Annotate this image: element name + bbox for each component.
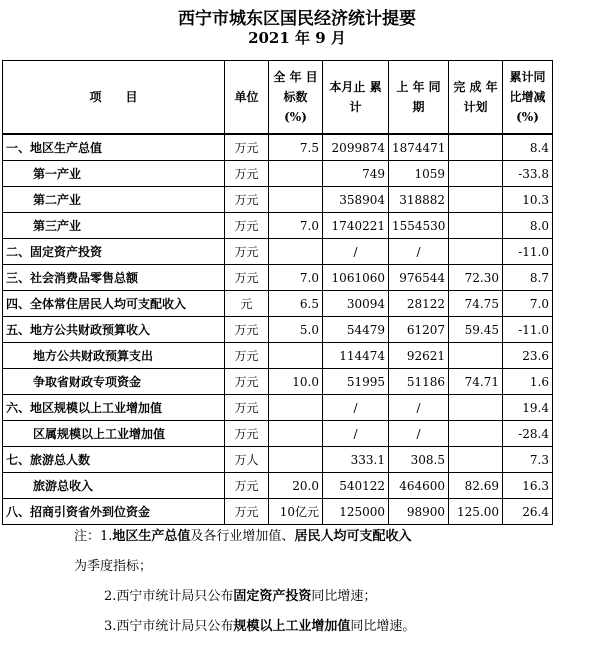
cell-target <box>269 447 323 473</box>
cell-growth: 23.6 <box>503 343 553 369</box>
cell-same-period: 98900 <box>389 499 449 525</box>
cell-target <box>269 161 323 187</box>
header-unit: 单位 <box>225 61 269 135</box>
note-1: 注：1.地区生产总值及各行业增加值、居民人均可支配收入 <box>74 529 412 544</box>
cell-cumulative: 51995 <box>323 369 389 395</box>
cell-target: 7.5 <box>269 134 323 161</box>
cell-cumulative: 358904 <box>323 187 389 213</box>
cell-target: 7.0 <box>269 265 323 291</box>
table-row <box>3 447 553 473</box>
cell-item: 一、地区生产总值 <box>3 134 225 161</box>
cell-growth: -28.4 <box>503 421 553 447</box>
cell-cumulative: 30094 <box>323 291 389 317</box>
cell-unit: 万元 <box>225 499 269 525</box>
cell-same-period: / <box>389 421 449 447</box>
cell-completion: 72.30 <box>449 265 503 291</box>
footnotes <box>74 522 574 642</box>
cell-item: 争取省财政专项资金 <box>3 369 225 395</box>
cell-item: 地方公共财政预算支出 <box>3 343 225 369</box>
table-row <box>3 343 553 369</box>
cell-target: 10亿元 <box>269 499 323 525</box>
cell-same-period: 976544 <box>389 265 449 291</box>
cell-cumulative: 125000 <box>323 499 389 525</box>
cell-target <box>269 343 323 369</box>
table-row <box>3 265 553 291</box>
cell-cumulative: 1740221 <box>323 213 389 239</box>
table-row <box>3 499 553 525</box>
statistics-table <box>2 60 553 525</box>
cell-unit: 万元 <box>225 369 269 395</box>
cell-completion <box>449 213 503 239</box>
cell-same-period: 1874471 <box>389 134 449 161</box>
cell-target: 5.0 <box>269 317 323 343</box>
cell-item: 第三产业 <box>3 213 225 239</box>
cell-unit: 万元 <box>225 421 269 447</box>
cell-unit: 万元 <box>225 343 269 369</box>
cell-cumulative: 114474 <box>323 343 389 369</box>
cell-item: 二、固定资产投资 <box>3 239 225 265</box>
cell-growth: 16.3 <box>503 473 553 499</box>
cell-same-period: 308.5 <box>389 447 449 473</box>
cell-item: 八、招商引资省外到位资金 <box>3 499 225 525</box>
cell-cumulative: / <box>323 395 389 421</box>
table-row <box>3 473 553 499</box>
header-growth: 累计同 比增减 (%) <box>503 61 553 135</box>
header-target: 全 年 目标数 (%) <box>269 61 323 135</box>
cell-unit: 万元 <box>225 213 269 239</box>
cell-target <box>269 395 323 421</box>
cell-growth: 19.4 <box>503 395 553 421</box>
header-completion: 完 成 年计划 <box>449 61 503 135</box>
cell-same-period: 92621 <box>389 343 449 369</box>
cell-completion <box>449 447 503 473</box>
cell-completion <box>449 187 503 213</box>
table-body <box>3 134 553 525</box>
cell-unit: 万元 <box>225 187 269 213</box>
cell-unit: 万元 <box>225 161 269 187</box>
table-row <box>3 187 553 213</box>
table-row <box>3 213 553 239</box>
note-1-continued: 为季度指标； <box>74 559 153 574</box>
cell-completion: 74.71 <box>449 369 503 395</box>
header-same-period: 上 年 同 期 <box>389 61 449 135</box>
cell-unit: 万人 <box>225 447 269 473</box>
table-header-row <box>3 61 553 135</box>
cell-item: 第一产业 <box>3 161 225 187</box>
cell-same-period: 1059 <box>389 161 449 187</box>
cell-item: 三、社会消费品零售总额 <box>3 265 225 291</box>
cell-unit: 万元 <box>225 265 269 291</box>
cell-same-period: 318882 <box>389 187 449 213</box>
cell-cumulative: 540122 <box>323 473 389 499</box>
table-row <box>3 161 553 187</box>
header-item: 项 目 <box>3 61 225 135</box>
cell-completion: 82.69 <box>449 473 503 499</box>
cell-growth: 26.4 <box>503 499 553 525</box>
cell-growth: 10.3 <box>503 187 553 213</box>
note-2: 2.西宁市统计局只公布固定资产投资同比增速； <box>104 589 377 604</box>
cell-same-period: 61207 <box>389 317 449 343</box>
cell-cumulative: 1061060 <box>323 265 389 291</box>
cell-growth: -11.0 <box>503 317 553 343</box>
cell-growth: -11.0 <box>503 239 553 265</box>
cell-same-period: 464600 <box>389 473 449 499</box>
page-subtitle: 2021 年 9 月 <box>248 29 346 47</box>
cell-item: 四、全体常住居民人均可支配收入 <box>3 291 225 317</box>
cell-completion <box>449 421 503 447</box>
cell-completion: 125.00 <box>449 499 503 525</box>
table-row <box>3 291 553 317</box>
cell-unit: 万元 <box>225 473 269 499</box>
cell-same-period: / <box>389 239 449 265</box>
cell-item: 第二产业 <box>3 187 225 213</box>
cell-item: 五、地方公共财政预算收入 <box>3 317 225 343</box>
cell-cumulative: 2099874 <box>323 134 389 161</box>
cell-target <box>269 421 323 447</box>
table-row <box>3 239 553 265</box>
header-cumulative: 本月止 累 计 <box>323 61 389 135</box>
cell-completion: 74.75 <box>449 291 503 317</box>
note-3: 3.西宁市统计局只公布规模以上工业增加值同比增速。 <box>104 619 416 634</box>
cell-same-period: 51186 <box>389 369 449 395</box>
table-row <box>3 395 553 421</box>
cell-unit: 万元 <box>225 134 269 161</box>
cell-growth: 7.3 <box>503 447 553 473</box>
table-row <box>3 421 553 447</box>
cell-cumulative: 54479 <box>323 317 389 343</box>
cell-target: 6.5 <box>269 291 323 317</box>
cell-target: 7.0 <box>269 213 323 239</box>
cell-same-period: 28122 <box>389 291 449 317</box>
table-row <box>3 134 553 161</box>
cell-same-period: / <box>389 395 449 421</box>
cell-growth: -33.8 <box>503 161 553 187</box>
cell-same-period: 1554530 <box>389 213 449 239</box>
cell-cumulative: / <box>323 421 389 447</box>
cell-item: 七、旅游总人数 <box>3 447 225 473</box>
cell-completion: 59.45 <box>449 317 503 343</box>
cell-completion <box>449 161 503 187</box>
cell-unit: 万元 <box>225 395 269 421</box>
cell-item: 旅游总收入 <box>3 473 225 499</box>
cell-completion <box>449 239 503 265</box>
cell-unit: 元 <box>225 291 269 317</box>
cell-growth: 8.4 <box>503 134 553 161</box>
cell-unit: 万元 <box>225 239 269 265</box>
cell-item: 六、地区规模以上工业增加值 <box>3 395 225 421</box>
cell-growth: 8.0 <box>503 213 553 239</box>
cell-cumulative: 333.1 <box>323 447 389 473</box>
cell-completion <box>449 134 503 161</box>
cell-target: 20.0 <box>269 473 323 499</box>
cell-completion <box>449 395 503 421</box>
page-title: 西宁市城东区国民经济统计提要 <box>178 9 416 29</box>
cell-item: 区属规模以上工业增加值 <box>3 421 225 447</box>
table-row <box>3 317 553 343</box>
cell-growth: 1.6 <box>503 369 553 395</box>
cell-growth: 8.7 <box>503 265 553 291</box>
cell-unit: 万元 <box>225 317 269 343</box>
cell-cumulative: / <box>323 239 389 265</box>
cell-target <box>269 239 323 265</box>
cell-completion <box>449 343 503 369</box>
table-row <box>3 369 553 395</box>
cell-target: 10.0 <box>269 369 323 395</box>
cell-growth: 7.0 <box>503 291 553 317</box>
cell-target <box>269 187 323 213</box>
cell-cumulative: 749 <box>323 161 389 187</box>
